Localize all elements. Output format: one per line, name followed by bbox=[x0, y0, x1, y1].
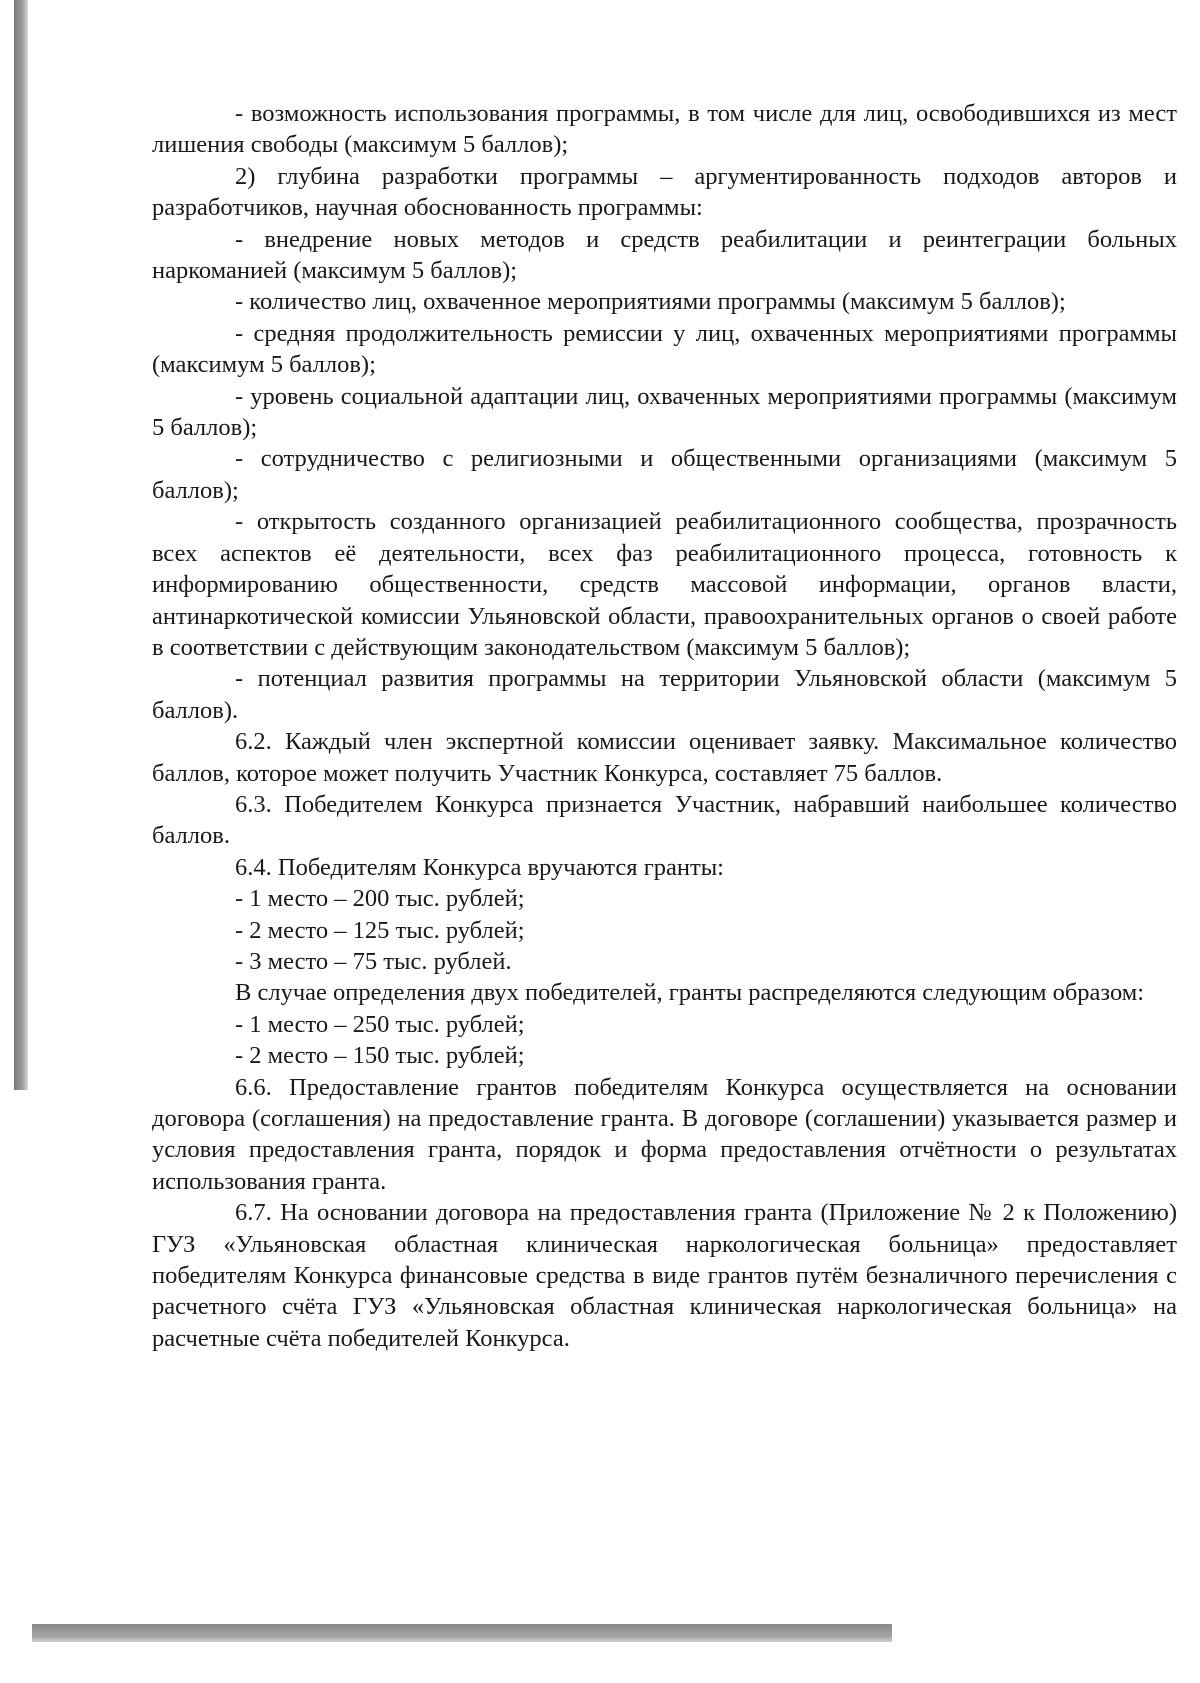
list-item-grant-3: - 3 место – 75 тыс. рублей. bbox=[235, 947, 512, 975]
list-item-two-winners-2: - 2 место – 150 тыс. рублей; bbox=[235, 1042, 525, 1070]
paragraph-11: 6.3. Победителем Конкурса признается Участник, набравший наибольшее количество баллов. bbox=[152, 790, 1177, 850]
scan-edge-bottom bbox=[32, 1624, 892, 1642]
paragraph-5: - средняя продолжительность ремиссии у лиц, охваченных мероприятиями программы (максимум 5 баллов); bbox=[152, 319, 1177, 379]
paragraph-3: - внедрение новых методов и средств реабилитации и реинтеграции больных наркоманией (максимум 5 баллов); bbox=[152, 225, 1177, 285]
paragraph-10: 6.2. Каждый член экспертной комиссии оценивает заявку. Максимальное количество баллов, которое может получить Участник Конкурса, составляет 75 баллов. bbox=[152, 728, 1177, 787]
paragraph-20: 6.7. На основании договора на предоставления гранта (Приложение № 2 к Положению) ГУЗ «Ульяновская областная клиническая наркологическая больница» предоставляет победителям Конкурса финансовые средства в виде грантов путём безналичного перечисления с расчетного счёта ГУЗ «Ульяновская областная клиническая наркологическая больница» на расчетные счёта победителей Конкурса. bbox=[152, 1199, 1177, 1352]
paragraph-16: В случае определения двух победителей, гранты распределяются следующим образом: bbox=[235, 979, 1145, 1007]
paragraph-6: - уровень социальной адаптации лиц, охваченных мероприятиями программы (максимум 5 баллов); bbox=[152, 382, 1177, 442]
paragraph-1: - возможность использования программы, в том числе для лиц, освободившихся из мест лишения свободы (максимум 5 баллов); bbox=[152, 100, 1177, 159]
scan-edge-left bbox=[14, 0, 28, 1090]
paragraph-7: - сотрудничество с религиозными и общественными организациями (максимум 5 баллов); bbox=[152, 445, 1177, 504]
paragraph-4: - количество лиц, охваченное мероприятиями программы (максимум 5 баллов); bbox=[235, 288, 1066, 316]
paragraph-19: 6.6. Предоставление грантов победителям Конкурса осуществляется на основании договора (соглашения) на предоставление гранта. В договоре (соглашении) указывается размер и условия предоставления гранта, порядок и форма предоставления отчётности о результатах использования гранта. bbox=[152, 1073, 1177, 1195]
list-item-grant-2: - 2 место – 125 тыс. рублей; bbox=[235, 916, 525, 944]
paragraph-9: - потенциал развития программы на территории Ульяновской области (максимум 5 баллов). bbox=[152, 665, 1177, 724]
paragraph-8: - открытость созданного организацией реабилитационного сообщества, прозрачность всех аспектов её деятельности, всех фаз реабилитационного процесса, готовность к информированию общественности, средств массовой информации, органов власти, антинаркотической комиссии Ульяновской области, правоохранительных органов о своей работе в соответствии с действующим законодательством (максимум 5 баллов); bbox=[152, 508, 1177, 661]
document-body bbox=[152, 98, 1177, 1354]
list-item-two-winners-1: - 1 место – 250 тыс. рублей; bbox=[235, 1010, 525, 1038]
paragraph-2: 2) глубина разработки программы – аргументированность подходов авторов и разработчиков, научная обоснованность программы: bbox=[152, 162, 1177, 222]
paragraph-12: 6.4. Победителям Конкурса вручаются гранты: bbox=[235, 853, 724, 881]
list-item-grant-1: - 1 место – 200 тыс. рублей; bbox=[235, 885, 525, 913]
